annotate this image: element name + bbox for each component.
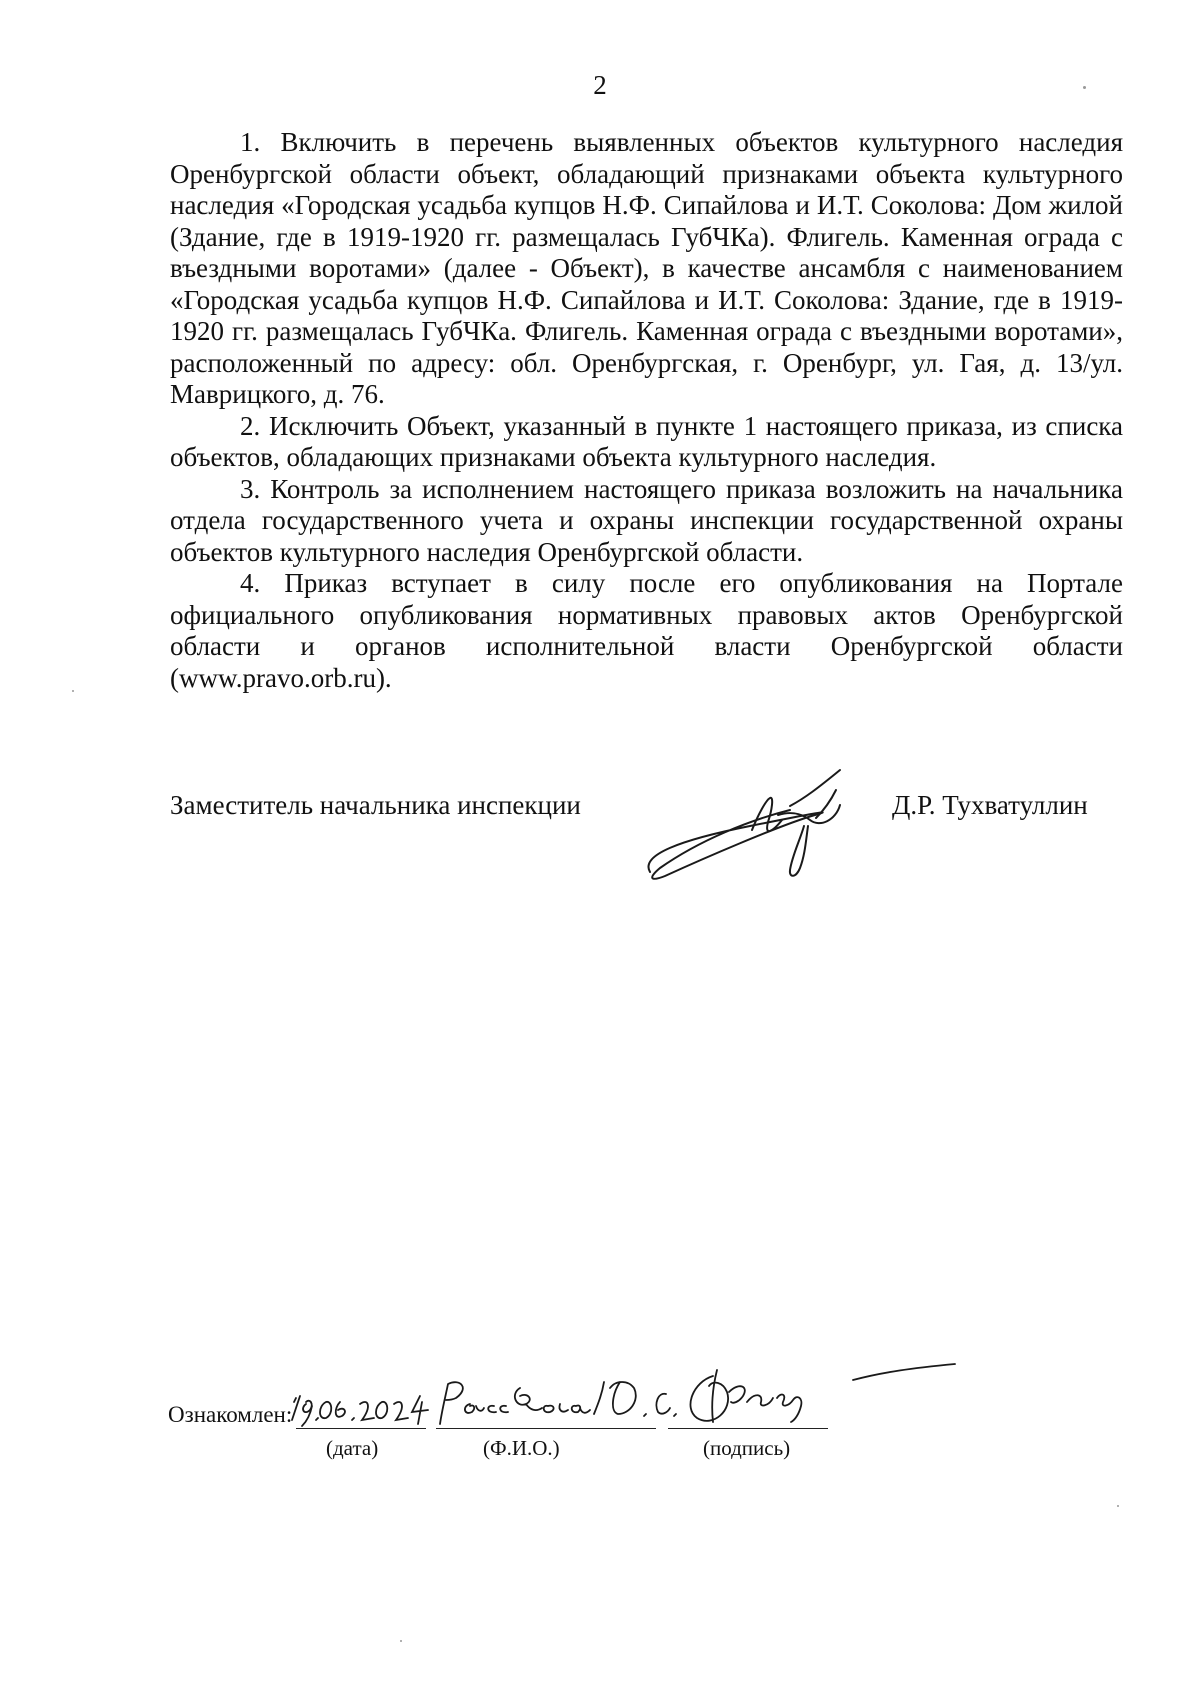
handwritten-date	[286, 1382, 436, 1432]
page-number: 2	[593, 70, 607, 100]
signer-name: Д.Р. Тухватуллин	[892, 790, 1088, 820]
order-body	[170, 127, 1123, 694]
handwritten-name	[430, 1374, 680, 1432]
paragraph-1: 1. Включить в перечень выявленных объектов культурного наследия Оренбургской области объект, обладающий признаками объекта культурного наследия «Городская усадьба купцов Н.Ф. Сипайлова и И.Т. Соколова: Дом жилой (Здание, где в 1919-1920 гг. размещалась ГубЧКа). Флигель. Каменная ограда с въездными воротами» (далее - Объект), в качестве ансамбля с наименованием «Городская усадьба купцов Н.Ф. Сипайлова и И.Т. Соколова: Здание, где в 1919-1920 гг. размещалась ГубЧКа. Флигель. Каменная ограда с въездными воротами», расположенный по адресу: обл. Оренбургская, г. Оренбург, ул. Гая, д. 13/ул. Маврицкого, д. 76.	[170, 127, 1123, 409]
scan-speck	[400, 1640, 402, 1642]
caption-signature: (подпись)	[703, 1436, 791, 1460]
caption-date: (дата)	[326, 1436, 379, 1460]
scan-speck	[72, 690, 74, 692]
paragraph-2: 2. Исключить Объект, указанный в пункте 1 настоящего приказа, из списка объектов, обладающих признаками объекта культурного наследия.	[170, 410, 1123, 472]
signer-position: Заместитель начальника инспекции	[170, 790, 581, 820]
caption-name: (Ф.И.О.)	[483, 1436, 560, 1460]
handwritten-signature	[640, 760, 880, 890]
paragraph-3: 3. Контроль за исполнением настоящего приказа возложить на начальника отдела государственного учета и охраны инспекции государственной охраны объектов культурного наследия Оренбургской области.	[170, 473, 1123, 567]
signature-block	[170, 790, 1123, 940]
handwritten-signature-ack	[673, 1362, 963, 1434]
scan-speck	[1117, 1505, 1119, 1507]
scan-speck	[1083, 86, 1086, 89]
paragraph-4: 4. Приказ вступает в силу после его опубликования на Портале официального опубликования нормативных правовых актов Оренбургской области и органов исполнительной власти Оренбургской области (www.pravo.orb.ru).	[170, 568, 1123, 693]
acknowledgement-line	[168, 1390, 968, 1490]
ack-label: Ознакомлен:	[168, 1402, 293, 1427]
